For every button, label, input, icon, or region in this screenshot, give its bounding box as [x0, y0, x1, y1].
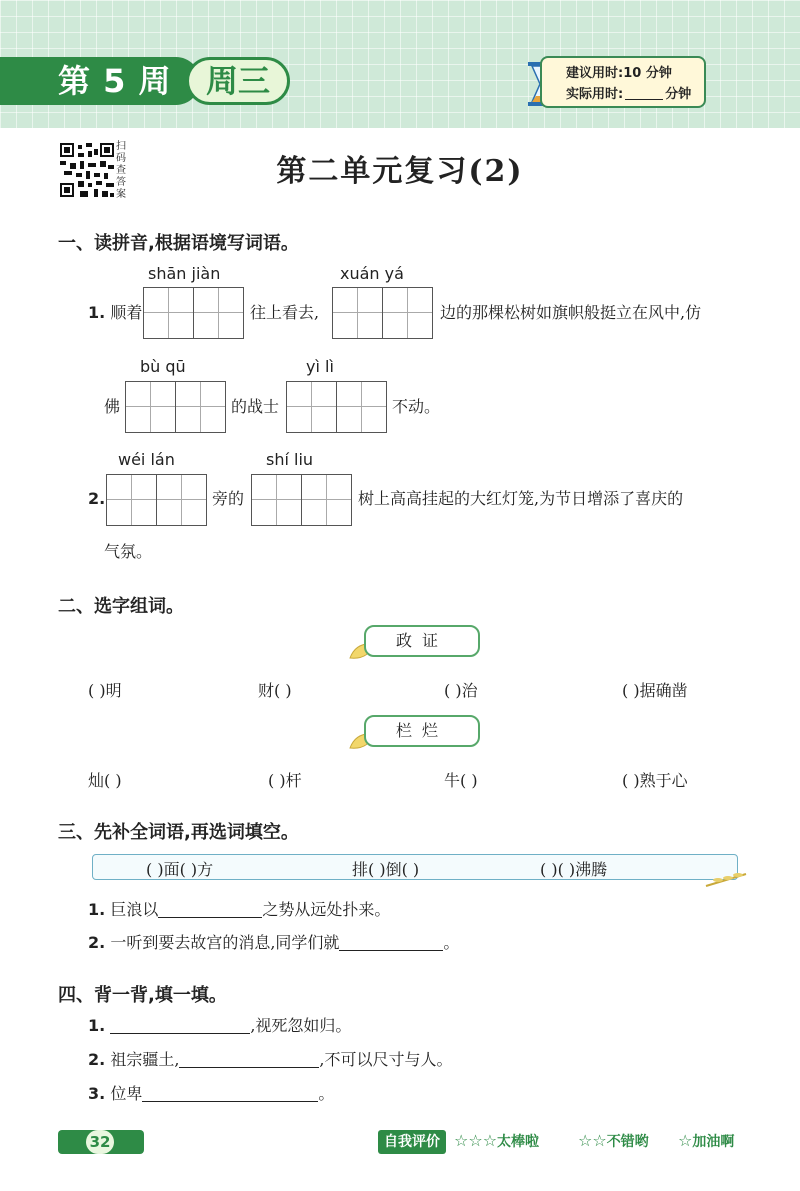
word-blank-2-4[interactable]: ( )熟于心	[622, 771, 688, 790]
page-number-badge	[58, 1130, 144, 1154]
day-label: 周三	[186, 57, 290, 105]
q2-text-c: 气氛。	[104, 542, 153, 561]
q1-text-d: 佛	[104, 397, 121, 416]
time-box	[540, 56, 706, 108]
q1-text-f: 不动。	[392, 397, 441, 416]
s3-q1-text-b: 之势从远处扑来。	[262, 900, 391, 919]
week-label: 第 5 周	[0, 57, 200, 105]
s4-q3-text-a: 位卑	[110, 1084, 143, 1103]
s4-q1-blank[interactable]	[110, 1016, 250, 1034]
s4-q2	[88, 1049, 453, 1071]
rating-tryharder-label: 加油啊	[692, 1134, 735, 1150]
tianzi-grid-5[interactable]	[106, 474, 207, 526]
rating-tryharder[interactable]	[678, 1131, 734, 1151]
section2-heading: 二、选字组词。	[58, 596, 184, 617]
s4-q1	[88, 1015, 351, 1037]
pinyin-2: xuán yá	[340, 264, 404, 283]
s4-q2-number: 2.	[88, 1050, 106, 1069]
s3-q1-blank[interactable]	[158, 900, 262, 918]
s4-q2-text-b: ,不可以尺寸与人。	[319, 1050, 453, 1069]
s3-q2-text-a: 一听到要去故宫的消息,同学们就	[110, 933, 340, 952]
q2-line1	[88, 488, 105, 510]
q1-text-c: 边的那棵松树如旗帜般挺立在风中,仿	[440, 303, 702, 322]
tianzi-grid-4[interactable]	[286, 381, 387, 433]
pinyin-3: bù qū	[140, 357, 186, 376]
word-blank-2-1[interactable]: 灿( )	[88, 771, 122, 790]
q1-text-b: 往上看去,	[250, 303, 320, 322]
q1-line1	[88, 302, 142, 324]
star-icon: ☆	[678, 1131, 693, 1150]
s3-q1-number: 1.	[88, 900, 106, 919]
q2-text-a: 旁的	[212, 489, 245, 508]
tianzi-grid-3[interactable]	[125, 381, 226, 433]
word-blank-1-4[interactable]: ( )据确凿	[622, 681, 688, 700]
rating-excellent-label: 太棒啦	[497, 1134, 540, 1150]
star-icon: ☆☆	[578, 1131, 607, 1150]
week-banner	[0, 57, 290, 105]
s3-q2-blank[interactable]	[339, 933, 443, 951]
s4-q3	[88, 1083, 334, 1105]
q1-text-e: 的战士	[231, 397, 280, 416]
s3-q2	[88, 932, 459, 954]
s4-q3-number: 3.	[88, 1084, 106, 1103]
tianzi-grid-1[interactable]	[143, 287, 244, 339]
s4-q2-blank[interactable]	[179, 1050, 319, 1068]
page-title: 第二单元复习(2)	[276, 154, 524, 189]
rating-good[interactable]	[578, 1131, 649, 1151]
s4-q1-number: 1.	[88, 1016, 106, 1035]
section1-heading: 一、读拼音,根据语境写词语。	[58, 233, 299, 254]
suggested-time-label: 建议用时:	[566, 66, 624, 81]
actual-time-blank[interactable]	[625, 86, 663, 100]
actual-time-label: 实际用时:	[566, 87, 624, 102]
word-blank-2-2[interactable]: ( )杆	[268, 771, 302, 790]
word-blank-2-3[interactable]: 牛( )	[444, 771, 478, 790]
s4-q2-text-a: 祖宗疆土,	[110, 1050, 180, 1069]
s3-q1	[88, 899, 390, 921]
q1-text-a: 顺着	[110, 303, 143, 322]
pinyin-5: wéi lán	[118, 450, 175, 469]
star-icon: ☆☆☆	[454, 1131, 498, 1150]
tianzi-grid-6[interactable]	[251, 474, 352, 526]
s3-q2-text-b: 。	[443, 933, 460, 952]
wheat-icon	[704, 868, 748, 890]
char-choice-tag-1: 政证	[364, 625, 480, 657]
s3-q1-text-a: 巨浪以	[110, 900, 159, 919]
pinyin-4: yì lì	[306, 357, 334, 376]
s4-q3-blank[interactable]	[142, 1084, 318, 1102]
q2-number: 2.	[88, 489, 106, 508]
word-blank-1-3[interactable]: ( )治	[444, 681, 478, 700]
actual-time	[566, 84, 704, 105]
word-bank-item-2[interactable]: 排( )倒( )	[352, 860, 420, 879]
self-eval-label: 自我评价	[378, 1130, 446, 1154]
actual-time-unit: 分钟	[665, 87, 692, 102]
q1-number: 1.	[88, 303, 106, 322]
section3-heading: 三、先补全词语,再选词填空。	[58, 822, 299, 843]
q2-text-b: 树上高高挂起的大红灯笼,为节日增添了喜庆的	[358, 489, 684, 508]
rating-excellent[interactable]	[454, 1131, 539, 1151]
pinyin-6: shí liu	[266, 450, 314, 469]
s3-q2-number: 2.	[88, 933, 106, 952]
s4-q1-text-b: ,视死忽如归。	[250, 1016, 352, 1035]
qr-caption: 扫码查答案	[116, 141, 126, 200]
rating-good-label: 不错哟	[606, 1134, 649, 1150]
word-blank-1-2[interactable]: 财( )	[258, 681, 292, 700]
word-bank-item-3[interactable]: ( )( )沸腾	[540, 860, 608, 879]
s4-q3-text-b: 。	[318, 1084, 335, 1103]
word-bank-item-1[interactable]: ( )面( )方	[146, 860, 214, 879]
suggested-time	[566, 63, 704, 84]
suggested-time-value: 10 分钟	[623, 66, 672, 81]
tianzi-grid-2[interactable]	[332, 287, 433, 339]
char-choice-tag-2: 栏烂	[364, 715, 480, 747]
page-number: 32	[86, 1130, 114, 1154]
word-blank-1-1[interactable]: ( )明	[88, 681, 122, 700]
section4-heading: 四、背一背,填一填。	[58, 985, 227, 1006]
pinyin-1: shān jiàn	[148, 264, 221, 283]
